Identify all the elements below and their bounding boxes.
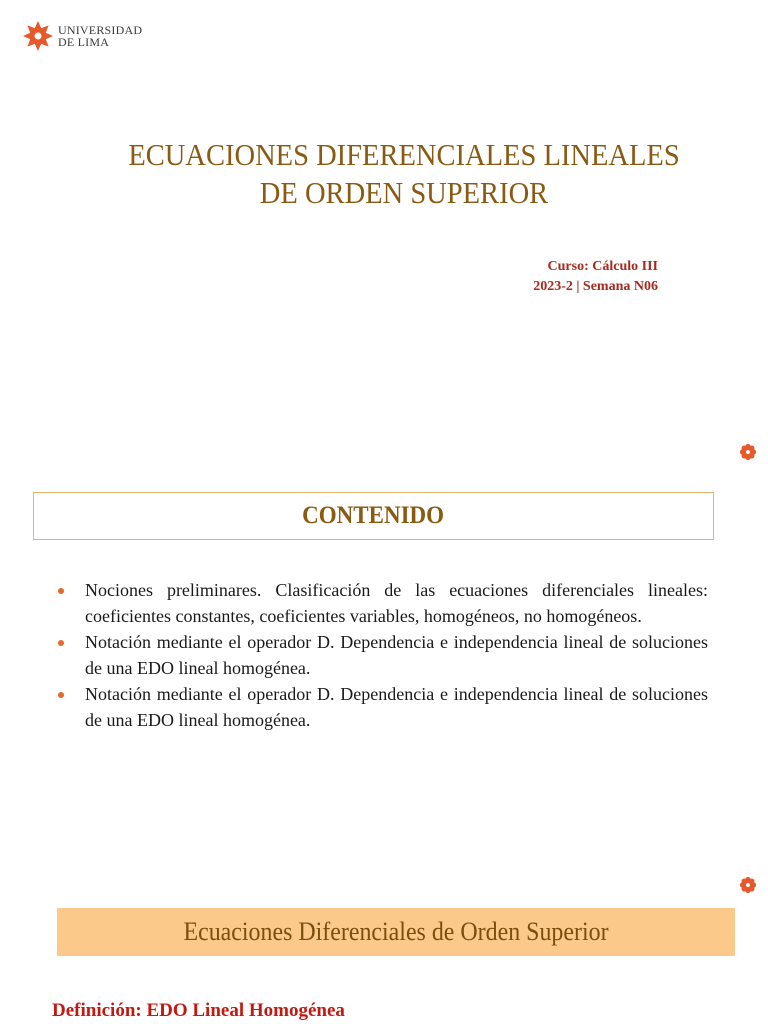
list-item-text: Nociones preliminares. Clasificación de las ecuaciones diferenciales lineales: coeficientes constantes, coeficientes variables, homogéneos, no homogéneos. [85, 580, 708, 626]
course-name: Curso: Cálculo III [547, 259, 658, 274]
course-info [533, 257, 658, 297]
contenido-heading: CONTENIDO [302, 502, 445, 529]
list-item [58, 577, 708, 629]
section-title: Ecuaciones Diferenciales de Orden Superior [183, 917, 609, 946]
course-term: 2023-2 | Semana N06 [533, 279, 658, 294]
logo-line-1: UNIVERSIDAD [58, 23, 143, 37]
university-flower-icon [22, 20, 54, 52]
logo-text [58, 24, 142, 48]
list-item-text: Notación mediante el operador D. Dependencia e independencia lineal de soluciones de una EDO lineal homogénea. [85, 684, 708, 730]
logo-line-2: DE LIMA [58, 35, 110, 49]
bullet-icon [58, 588, 64, 594]
list-item-text: Notación mediante el operador D. Dependencia e independencia lineal de soluciones de una EDO lineal homogénea. [85, 632, 708, 678]
list-item [58, 629, 708, 681]
university-logo [22, 20, 142, 52]
contenido-list [58, 577, 708, 733]
flower-icon [739, 876, 757, 894]
bullet-icon [58, 692, 64, 698]
contenido-box [33, 492, 714, 540]
bullet-icon [58, 640, 64, 646]
section-header [57, 908, 735, 956]
title-line-1: ECUACIONES DIFERENCIALES LINEALES [128, 137, 680, 172]
definition-label: Definición: EDO Lineal Homogénea [52, 1000, 345, 1021]
flower-icon [739, 443, 757, 461]
page-title [32, 136, 768, 212]
title-line-2: DE ORDEN SUPERIOR [259, 175, 549, 210]
list-item [58, 681, 708, 733]
